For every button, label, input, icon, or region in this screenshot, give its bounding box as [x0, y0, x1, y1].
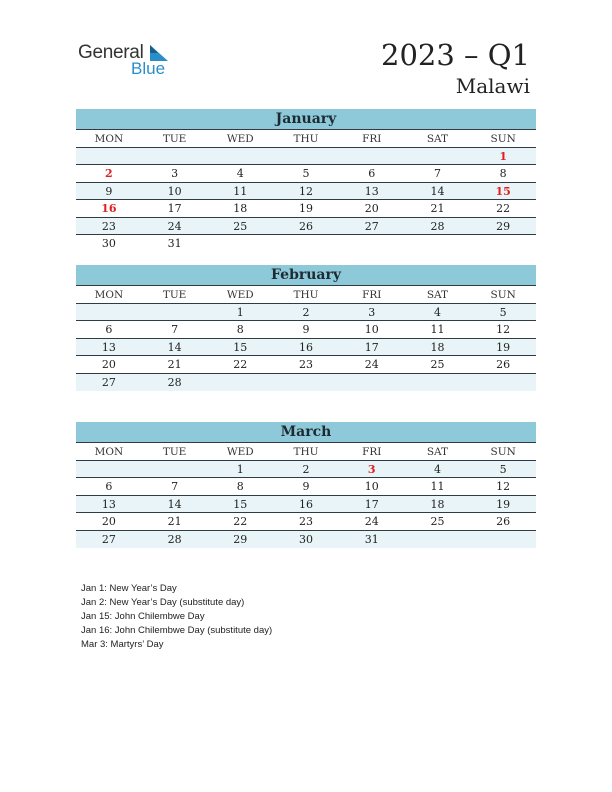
weekday-label: SUN — [490, 446, 516, 458]
holiday-note: Mar 3: Martyrs’ Day — [81, 639, 164, 650]
date-cell: 12 — [299, 184, 314, 198]
week-row — [76, 513, 536, 531]
date-cell: 18 — [430, 497, 445, 511]
date-cell: 23 — [299, 515, 314, 528]
date-cell: 27 — [101, 532, 116, 546]
date-cell: 11 — [233, 184, 248, 198]
date-cell: 13 — [101, 497, 116, 511]
date-cell: 12 — [496, 480, 511, 493]
month-title: March — [76, 422, 536, 443]
weekday-label: SUN — [490, 289, 516, 301]
weekday-label: TUE — [162, 133, 187, 145]
date-cell: 20 — [101, 515, 116, 528]
date-cell: 17 — [167, 202, 182, 215]
date-cell: 30 — [299, 532, 314, 546]
date-cell: 18 — [430, 340, 445, 354]
date-cell: 13 — [101, 340, 116, 354]
weekday-label: WED — [226, 289, 254, 301]
date-cell: 7 — [171, 480, 179, 493]
date-cell: 23 — [299, 358, 314, 371]
date-cell: 29 — [496, 219, 511, 233]
date-cell: 26 — [299, 219, 314, 233]
date-cell: 12 — [496, 323, 511, 336]
week-row — [76, 304, 536, 322]
date-cell: 28 — [167, 375, 182, 389]
weekday-label: SUN — [490, 133, 516, 145]
date-cell: 24 — [364, 515, 379, 528]
week-row — [76, 531, 536, 549]
week-row — [76, 183, 536, 201]
date-cell: 10 — [364, 323, 379, 336]
date-cell: 19 — [496, 340, 511, 354]
week-row — [76, 321, 536, 339]
date-cell: 15 — [233, 340, 248, 354]
weekday-label: SAT — [426, 446, 449, 458]
date-cell: 26 — [496, 515, 511, 528]
holiday-date-cell: 15 — [495, 184, 511, 198]
holiday-note: Jan 1: New Year’s Day — [81, 583, 177, 594]
date-cell — [142, 461, 208, 478]
date-cell — [142, 148, 208, 165]
date-cell: 4 — [433, 462, 441, 476]
date-cell: 16 — [299, 497, 314, 511]
date-cell — [470, 235, 536, 253]
holiday-date-cell: 16 — [101, 202, 117, 215]
weekday-label: FRI — [362, 446, 382, 458]
weekday-label: SAT — [426, 133, 449, 145]
week-row — [76, 356, 536, 374]
weekday-label: MON — [94, 133, 124, 145]
date-cell: 17 — [364, 340, 379, 354]
date-cell: 10 — [364, 480, 379, 493]
week-row — [76, 165, 536, 183]
date-cell — [207, 148, 273, 165]
weekday-header-row — [76, 286, 536, 304]
date-cell: 18 — [233, 202, 248, 215]
date-cell — [405, 374, 471, 392]
date-cell: 8 — [236, 480, 244, 493]
date-cell: 16 — [299, 340, 314, 354]
date-cell: 6 — [105, 323, 113, 336]
date-cell — [405, 148, 471, 165]
date-cell: 20 — [364, 202, 379, 215]
date-cell: 25 — [430, 515, 445, 528]
date-cell — [339, 148, 405, 165]
weekday-label: FRI — [362, 289, 382, 301]
weekday-label: THU — [293, 289, 319, 301]
weekday-label: MON — [94, 446, 124, 458]
date-cell: 26 — [496, 358, 511, 371]
date-cell: 6 — [368, 167, 376, 180]
weekday-label: TUE — [162, 446, 187, 458]
holiday-date-cell: 2 — [105, 167, 113, 180]
weekday-label: WED — [226, 133, 254, 145]
date-cell — [76, 304, 142, 321]
date-cell: 24 — [167, 219, 182, 233]
holiday-date-cell: 1 — [499, 149, 507, 163]
date-cell: 8 — [236, 323, 244, 336]
date-cell: 11 — [430, 323, 445, 336]
week-row — [76, 374, 536, 392]
date-cell: 14 — [430, 184, 445, 198]
holiday-list — [81, 582, 272, 652]
date-cell: 8 — [499, 167, 507, 180]
week-row — [76, 339, 536, 357]
logo-blue-text: Blue — [131, 59, 166, 78]
date-cell: 20 — [101, 358, 116, 371]
date-cell — [207, 235, 273, 253]
holiday-note: Jan 16: John Chilembwe Day (substitute day) — [81, 625, 273, 636]
date-cell: 19 — [496, 497, 511, 511]
weekday-label: THU — [293, 446, 319, 458]
date-cell — [76, 461, 142, 478]
weekday-label: FRI — [362, 133, 382, 145]
month-march — [76, 422, 536, 548]
page-title: 2023 – Q1 — [381, 38, 530, 72]
date-cell: 29 — [233, 532, 248, 546]
date-cell: 3 — [368, 305, 376, 319]
weekday-label: MON — [94, 289, 124, 301]
date-cell: 22 — [496, 202, 511, 215]
date-cell: 9 — [302, 323, 310, 336]
date-cell: 21 — [430, 202, 445, 215]
week-row — [76, 478, 536, 496]
date-cell: 31 — [167, 237, 182, 250]
date-cell: 1 — [236, 305, 244, 319]
date-cell: 27 — [101, 375, 116, 389]
week-row — [76, 148, 536, 166]
date-cell: 17 — [364, 497, 379, 511]
weekday-header-row — [76, 130, 536, 148]
date-cell: 27 — [364, 219, 379, 233]
week-row — [76, 218, 536, 236]
date-cell: 21 — [167, 515, 182, 528]
week-row — [76, 235, 536, 253]
date-cell: 28 — [430, 219, 445, 233]
month-february — [76, 265, 536, 391]
weekday-label: TUE — [162, 289, 187, 301]
weekday-label: THU — [293, 133, 319, 145]
date-cell: 6 — [105, 480, 113, 493]
date-cell — [76, 148, 142, 165]
month-january — [76, 109, 536, 253]
weekday-label: SAT — [426, 289, 449, 301]
date-cell — [339, 374, 405, 392]
month-title: February — [76, 265, 536, 286]
date-cell: 22 — [233, 358, 248, 371]
date-cell: 9 — [105, 184, 113, 198]
date-cell: 2 — [302, 305, 310, 319]
date-cell: 31 — [364, 532, 379, 546]
week-row — [76, 496, 536, 514]
date-cell — [273, 374, 339, 392]
generalblue-logo — [78, 42, 178, 82]
date-cell — [207, 374, 273, 392]
date-cell: 9 — [302, 480, 310, 493]
date-cell: 4 — [433, 305, 441, 319]
date-cell: 25 — [233, 219, 248, 233]
date-cell: 7 — [171, 323, 179, 336]
date-cell — [273, 235, 339, 253]
date-cell: 13 — [364, 184, 379, 198]
date-cell: 24 — [364, 358, 379, 371]
holiday-note: Jan 15: John Chilembwe Day — [81, 611, 205, 622]
logo-general-text: General — [78, 42, 144, 63]
date-cell: 1 — [236, 462, 244, 476]
date-cell: 4 — [236, 167, 244, 180]
date-cell — [339, 235, 405, 253]
weekday-label: WED — [226, 446, 254, 458]
date-cell: 23 — [101, 219, 116, 233]
date-cell: 14 — [167, 497, 182, 511]
date-cell: 28 — [167, 532, 182, 546]
date-cell — [470, 531, 536, 549]
week-row — [76, 461, 536, 479]
date-cell — [405, 531, 471, 549]
date-cell: 19 — [299, 202, 314, 215]
date-cell: 15 — [233, 497, 248, 511]
date-cell: 21 — [167, 358, 182, 371]
date-cell: 5 — [499, 462, 507, 476]
week-row — [76, 200, 536, 218]
date-cell: 5 — [499, 305, 507, 319]
date-cell: 25 — [430, 358, 445, 371]
date-cell: 2 — [302, 462, 310, 476]
holiday-date-cell: 3 — [367, 462, 376, 476]
date-cell: 14 — [167, 340, 182, 354]
date-cell: 5 — [302, 167, 310, 180]
country-name: Malawi — [455, 74, 530, 98]
date-cell: 22 — [233, 515, 248, 528]
date-cell: 10 — [167, 184, 182, 198]
date-cell: 3 — [171, 167, 179, 180]
month-title: January — [76, 109, 536, 130]
holiday-note: Jan 2: New Year’s Day (substitute day) — [81, 597, 245, 608]
weekday-header-row — [76, 443, 536, 461]
date-cell: 7 — [433, 167, 441, 180]
date-cell — [273, 148, 339, 165]
date-cell — [470, 374, 536, 392]
date-cell: 11 — [430, 480, 445, 493]
date-cell — [142, 304, 208, 321]
date-cell — [405, 235, 471, 253]
date-cell: 30 — [101, 237, 116, 250]
